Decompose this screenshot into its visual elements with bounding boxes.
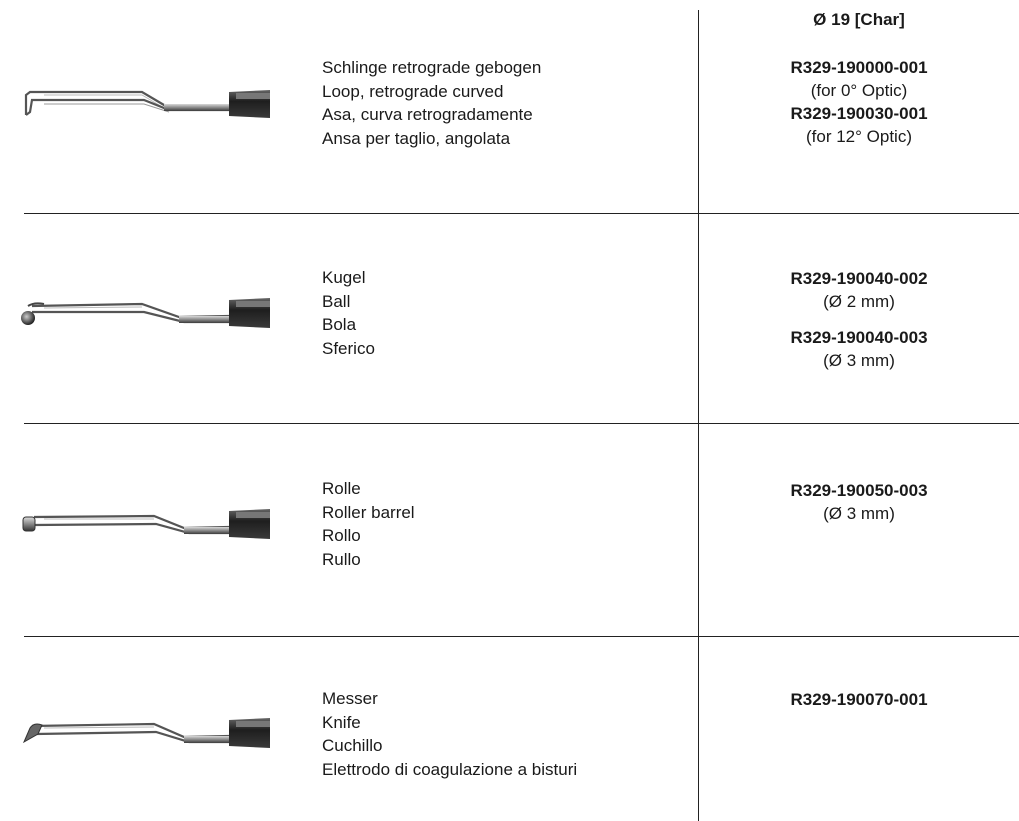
article-number: R329-190070-001: [790, 690, 928, 709]
name-en: Loop, retrograde curved: [322, 81, 504, 101]
article-note: (for 12° Optic): [806, 127, 912, 146]
name-it: Sferico: [322, 338, 375, 358]
name-de: Rolle: [322, 479, 361, 498]
product-codes: [700, 479, 1018, 525]
name-es: Bola: [322, 315, 357, 334]
loop-electrode-image: [14, 80, 284, 130]
product-names: [322, 56, 541, 150]
product-names: [322, 266, 375, 360]
name-en: Roller barrel: [322, 502, 415, 522]
name-de: Kugel: [322, 268, 366, 287]
name-es: Rollo: [322, 526, 361, 545]
article-note: (Ø 3 mm): [823, 504, 895, 523]
product-codes: [700, 688, 1018, 711]
name-it: Elettrodo di coagulazione a bisturi: [322, 759, 578, 779]
column-divider: [698, 10, 699, 821]
name-en: Ball: [322, 291, 351, 311]
roller-electrode-image: [14, 503, 284, 548]
product-codes: [700, 267, 1018, 372]
name-en: Knife: [322, 712, 361, 732]
name-es: Cuchillo: [322, 736, 383, 755]
row-divider: [24, 423, 1019, 424]
article-number: R329-190050-003: [790, 481, 928, 500]
article-number: R329-190000-001: [790, 58, 928, 77]
article-note: (for 0° Optic): [810, 81, 908, 100]
name-de: Schlinge retrograde gebogen: [322, 58, 542, 77]
row-divider: [24, 213, 1019, 214]
knife-electrode-image: [14, 712, 284, 757]
product-codes: [700, 56, 1018, 148]
name-de: Messer: [322, 689, 378, 708]
diameter-header: Ø 19 [Char]: [813, 10, 905, 29]
article-note: (Ø 2 mm): [823, 292, 895, 311]
name-it: Ansa per taglio, angolata: [322, 128, 511, 148]
ball-electrode-image: [14, 292, 284, 337]
product-names: [322, 477, 415, 571]
article-number: R329-190040-002: [790, 269, 928, 288]
product-names: [322, 687, 577, 781]
name-it: Rullo: [322, 549, 361, 569]
article-number: R329-190040-003: [790, 328, 928, 347]
row-divider: [24, 636, 1019, 637]
name-es: Asa, curva retrogradamente: [322, 105, 533, 124]
article-number: R329-190030-001: [790, 104, 928, 123]
article-note: (Ø 3 mm): [823, 351, 895, 370]
